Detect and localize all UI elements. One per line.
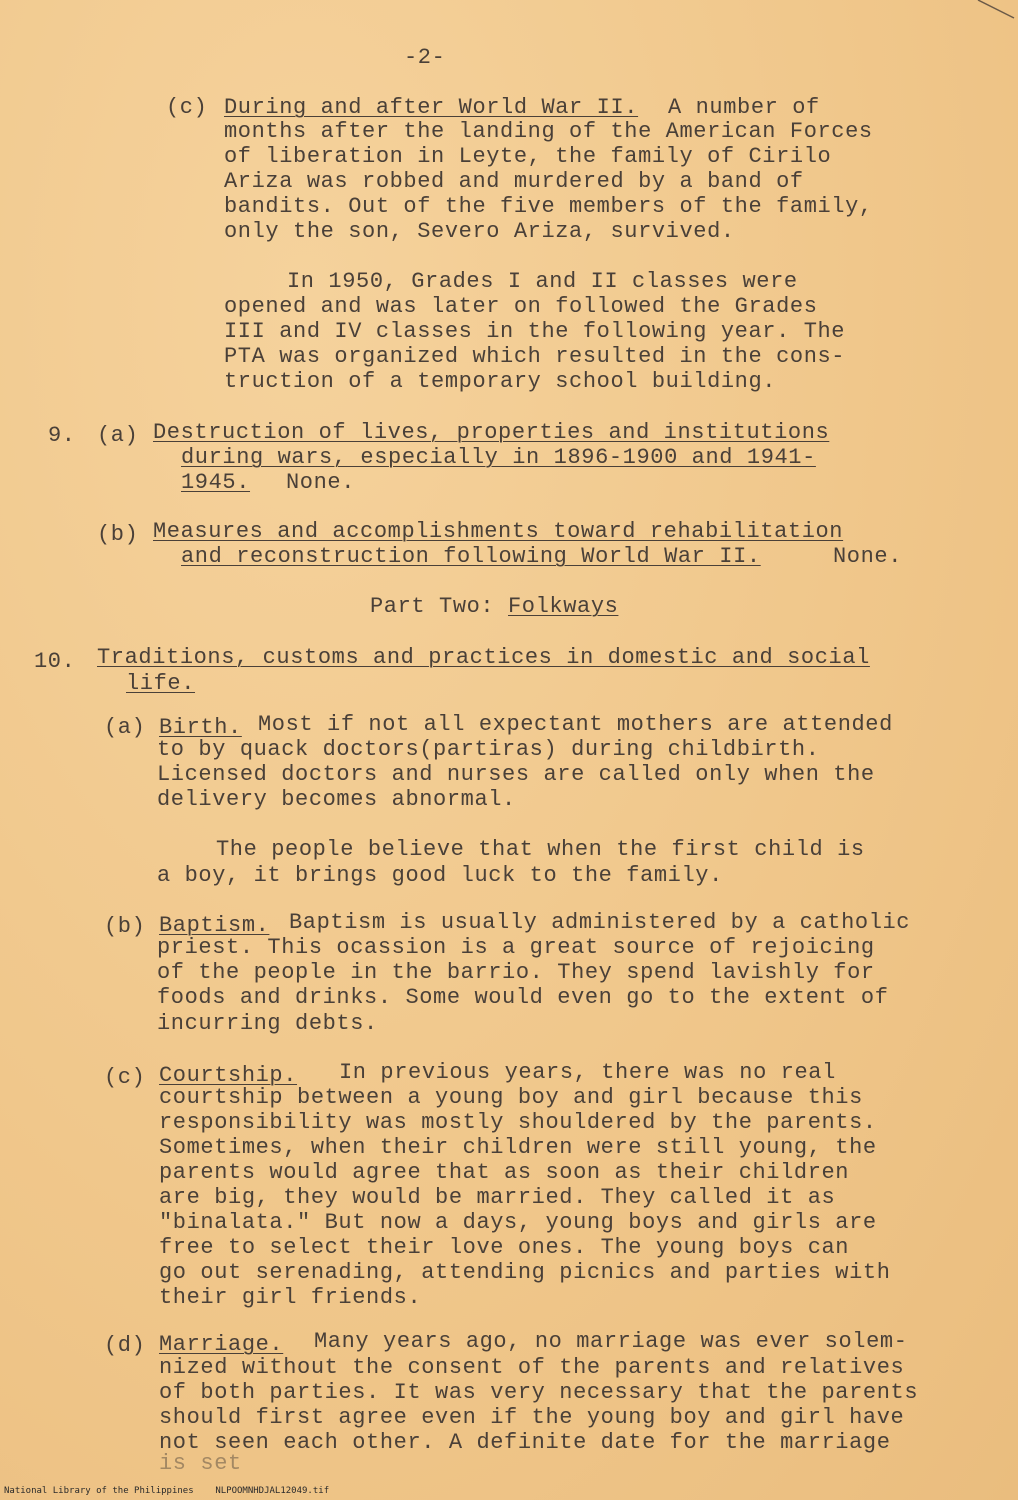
marriage-heading: Marriage.	[159, 1332, 284, 1357]
section-c-heading: During and after World War II.	[224, 95, 639, 120]
courtship-line: go out serenading, attending picnics and parties with	[159, 1260, 891, 1285]
section-c-line: bandits. Out of the five members of the family,	[224, 194, 873, 219]
item-9b-marker: (b)	[97, 522, 139, 547]
section-c-para2-line: PTA was organized which resulted in the cons-	[224, 344, 846, 369]
section-c-marker: (c)	[166, 95, 208, 120]
marriage-first-line: Many years ago, no marriage was ever solem-	[314, 1329, 908, 1354]
baptism-line: incurring debts.	[157, 1011, 378, 1036]
birth-para2-line: The people believe that when the first child is	[216, 837, 865, 862]
page-number: -2-	[404, 45, 446, 70]
marriage-line: is set	[159, 1451, 242, 1476]
baptism-marker: (b)	[104, 914, 146, 939]
item-9-number: 9.	[48, 423, 76, 448]
baptism-line: foods and drinks. Some would even go to the extent of	[157, 985, 889, 1010]
courtship-line: "binalata." But now a days, young boys and girls are	[159, 1210, 877, 1235]
item-9a-marker: (a)	[97, 423, 139, 448]
birth-line: Licensed doctors and nurses are called only when the	[157, 762, 875, 787]
section-c-line: months after the landing of the American Forces	[224, 119, 873, 144]
item-9a-answer: None.	[286, 470, 356, 495]
section-c-para2-line: opened and was later on followed the Grades	[224, 294, 818, 319]
item-10-line: life.	[126, 671, 196, 696]
section-c-line: of liberation in Leyte, the family of Cirilo	[224, 144, 832, 169]
item-10-line: Traditions, customs and practices in domestic and social	[97, 645, 870, 670]
birth-para2-line: a boy, it brings good luck to the family.	[157, 863, 723, 888]
part-two-title: Folkways	[508, 594, 619, 619]
section-c-para2-line: truction of a temporary school building.	[224, 369, 777, 394]
birth-marker: (a)	[104, 715, 146, 740]
courtship-heading: Courtship.	[159, 1063, 298, 1088]
item-9b-answer: None.	[833, 544, 903, 569]
archive-footer: National Library of the Philippines NLPOOMNHDJAL12049.tif	[4, 1486, 330, 1496]
section-c-line: only the son, Severo Ariza, survived.	[224, 219, 735, 244]
courtship-line: are big, they would be married. They called it as	[159, 1185, 836, 1210]
item-9a-line: Destruction of lives, properties and institutions	[153, 420, 830, 445]
birth-first-line: Most if not all expectant mothers are attended	[258, 712, 893, 737]
marriage-line: should first agree even if the young boy and girl have	[159, 1405, 905, 1430]
courtship-line: free to select their love ones. The young boys can	[159, 1235, 850, 1260]
birth-line: delivery becomes abnormal.	[157, 787, 516, 812]
item-9a-line: 1945.	[181, 470, 251, 495]
courtship-line: their girl friends.	[159, 1285, 422, 1310]
courtship-line: parents would agree that as soon as their children	[159, 1160, 850, 1185]
item-9b-line: Measures and accomplishments toward rehabilitation	[153, 519, 844, 544]
part-two-label: Part Two:	[370, 594, 495, 619]
courtship-line: Sometimes, when their children were still young, the	[159, 1135, 877, 1160]
item-10-number: 10.	[34, 649, 76, 674]
section-c-para2-line: III and IV classes in the following year. The	[224, 319, 846, 344]
item-9a-line: during wars, especially in 1896-1900 and 1941-	[181, 445, 816, 470]
courtship-line: responsibility was mostly shouldered by the parents.	[159, 1110, 877, 1135]
baptism-line: of the people in the barrio. They spend lavishly for	[157, 960, 875, 985]
section-c-para2-line: In 1950, Grades I and II classes were	[287, 269, 798, 294]
courtship-line: courtship between a young boy and girl because this	[159, 1085, 863, 1110]
baptism-heading: Baptism.	[159, 913, 270, 938]
page-corner-mark	[958, 0, 1018, 24]
baptism-first-line: Baptism is usually administered by a catholic	[289, 910, 911, 935]
birth-heading: Birth.	[159, 715, 242, 740]
marriage-line: of both parties. It was very necessary that the parents	[159, 1380, 919, 1405]
marriage-marker: (d)	[104, 1333, 146, 1358]
item-9b-line: and reconstruction following World War II.	[181, 544, 761, 569]
courtship-first-line: In previous years, there was no real	[339, 1060, 836, 1085]
section-c-line: Ariza was robbed and murdered by a band of	[224, 169, 804, 194]
section-c-line: A number of	[668, 95, 820, 120]
courtship-marker: (c)	[104, 1065, 146, 1090]
marriage-line: not seen each other. A definite date for the marriage	[159, 1430, 891, 1455]
birth-line: to by quack doctors(partiras) during childbirth.	[157, 737, 820, 762]
marriage-line: nized without the consent of the parents and relatives	[159, 1355, 905, 1380]
baptism-line: priest. This ocassion is a great source of rejoicing	[157, 935, 875, 960]
